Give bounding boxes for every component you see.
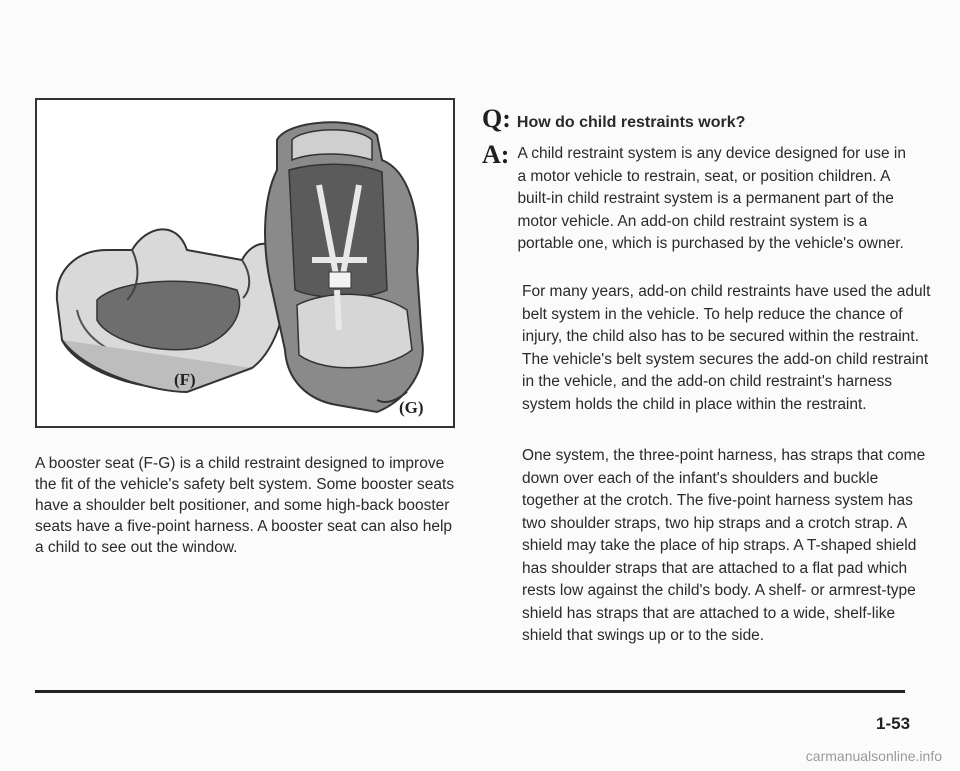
answer-text: A child restraint system is any device designed for use in a motor vehicle to restrain, seat, or position children. A built-in child restraint system is a permanent part of the motor vehicle. An add-on child restraint system is a portable one, which is purchased by the vehicle's owner.	[517, 145, 906, 252]
backless-booster-seat-image	[57, 229, 285, 392]
answer-marker: A:	[482, 140, 510, 169]
question-row	[482, 104, 932, 134]
paragraph-adult-belt-system: For many years, add-on child restraints have used the adult belt system in the vehicle. To help reduce the chance of injury, the child also has to be secured within the restraint. The vehicle's belt system secures the add-on child restraint in the vehicle, and the add-on child restraint's harness system holds the child in place within the restraint.	[522, 283, 931, 413]
figure-label-g: (G)	[399, 398, 424, 417]
paragraph-harness-systems: One system, the three-point harness, has straps that come down over each of the infant's shoulders and buckle together at the crotch. The five-point harness system has two shoulder straps, two hip straps and a crotch strap. A shield may take the place of hip straps. A T-shaped shield has shoulder straps that are attached to a flat pad which rests low against the child's body. A shelf- or armrest-type shield has straps that are attached to a wide, shelf-like shield that swings up or to the side.	[522, 447, 926, 644]
page-number: 1-53	[876, 714, 911, 733]
figure-label-f: (F)	[174, 370, 196, 389]
question-marker: Q:	[482, 104, 511, 133]
booster-seat-illustration	[35, 98, 455, 428]
footer-rule	[35, 690, 905, 693]
watermark-text: carmanualsonline.info	[805, 748, 942, 764]
high-back-booster-seat-image	[265, 122, 423, 412]
answer-row	[482, 140, 932, 256]
question-text: How do child restraints work?	[516, 114, 746, 131]
booster-seat-caption: A booster seat (F-G) is a child restraint designed to improve the fit of the vehicle's safety belt system. Some booster seats have a shoulder belt positioner, and some high-back booster seats have a five-point harness. A booster seat can also help a child to see out the window.	[35, 455, 455, 556]
booster-seat-drawing	[37, 100, 455, 428]
